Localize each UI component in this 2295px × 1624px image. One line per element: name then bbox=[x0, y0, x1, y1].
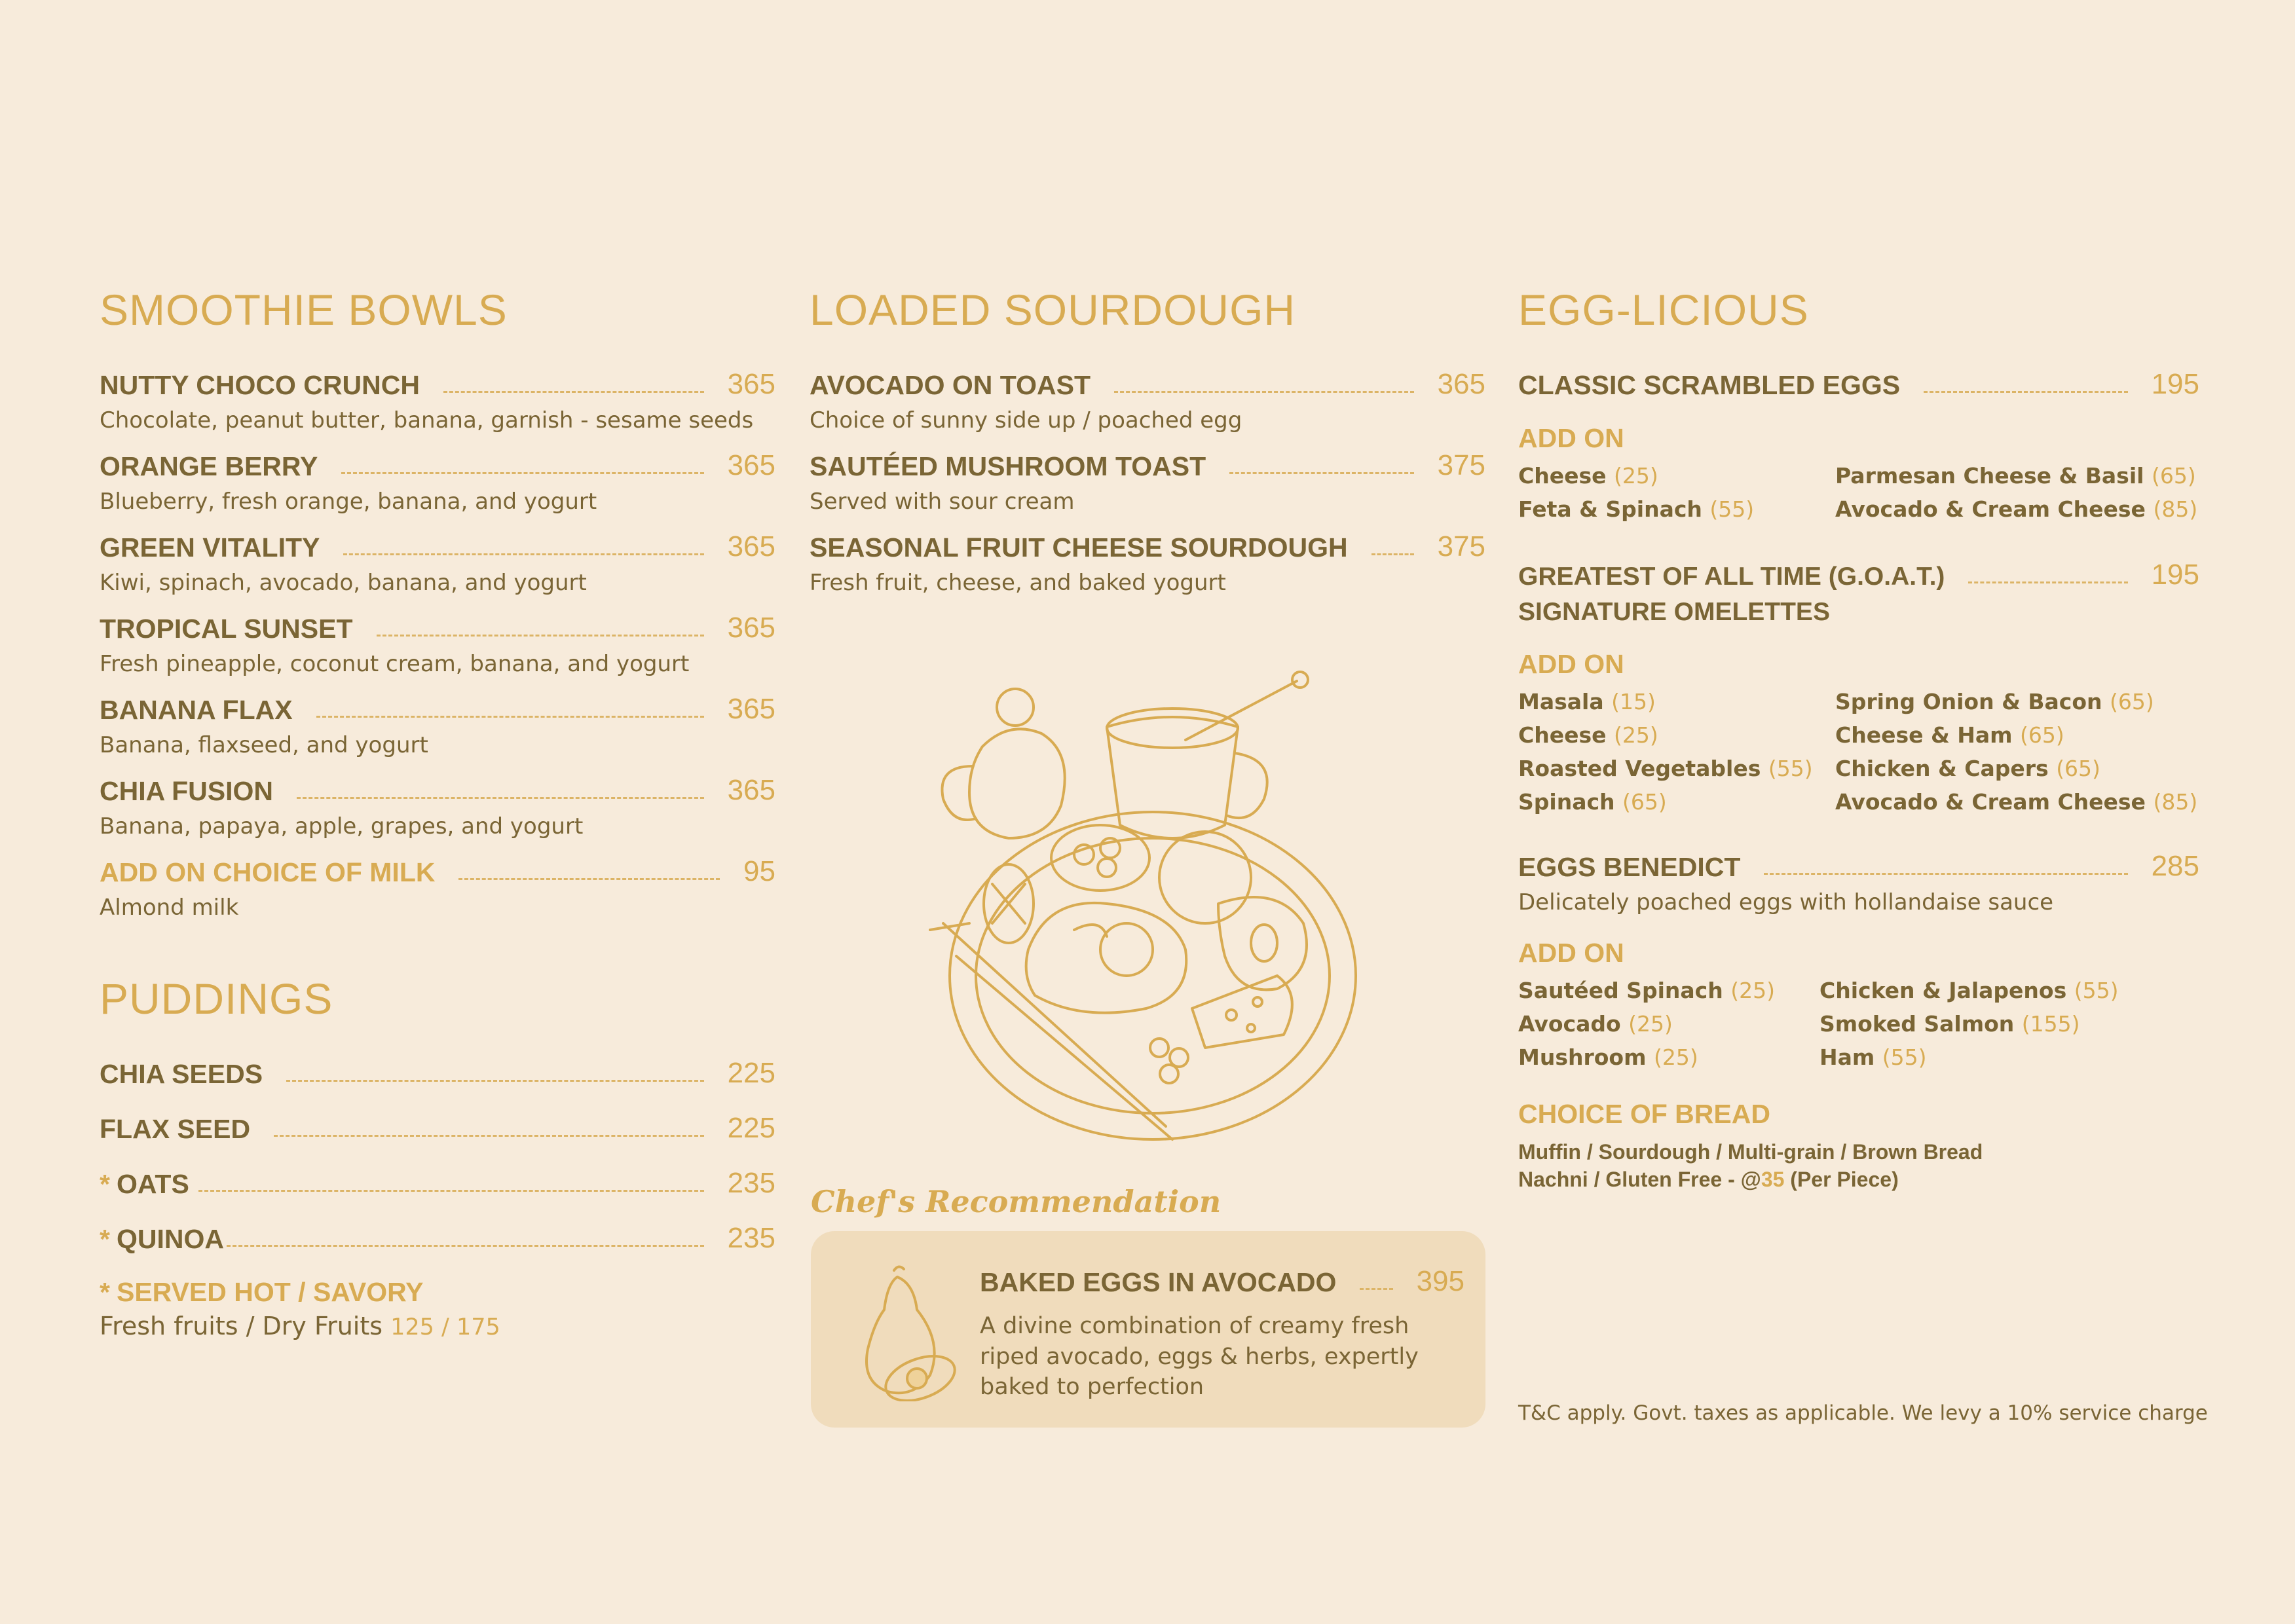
item-name: BANANA FLAX bbox=[100, 695, 293, 725]
addon-option: Cheese (25) bbox=[1518, 463, 1658, 489]
addon-option: Cheese & Ham (65) bbox=[1835, 722, 2064, 748]
item-description: Kiwi, spinach, avocado, banana, and yogurt bbox=[100, 570, 587, 596]
item-name-line2: SIGNATURE OMELETTES bbox=[1518, 598, 1830, 626]
menu-item bbox=[810, 449, 1485, 515]
item-description: Blueberry, fresh orange, banana, and yogurt bbox=[100, 489, 597, 515]
addon-option: Masala (15) bbox=[1518, 689, 1656, 714]
chef-item-price: 395 bbox=[1416, 1265, 1465, 1297]
item-price: 365 bbox=[727, 449, 775, 481]
item-name: SAUTÉED MUSHROOM TOAST bbox=[810, 451, 1206, 481]
smoothie-column bbox=[100, 288, 775, 1340]
menu-item bbox=[810, 368, 1485, 434]
item-description: Delicately poached eggs with hollandaise sauce bbox=[1518, 889, 2054, 915]
addon-heading: ADD ON bbox=[1518, 423, 1624, 453]
menu-item bbox=[100, 449, 775, 515]
item-name: SEASONAL FRUIT CHEESE SOURDOUGH bbox=[810, 532, 1348, 563]
item-price: 365 bbox=[727, 368, 775, 400]
puddings-heading: PUDDINGS bbox=[100, 974, 333, 1023]
served-hot-label: SERVED HOT / SAVORY bbox=[116, 1277, 424, 1307]
item-name: QUINOA bbox=[116, 1224, 224, 1254]
hot-star-icon: * bbox=[100, 1169, 110, 1199]
menu-item bbox=[100, 1057, 775, 1090]
item-price: 375 bbox=[1437, 449, 1485, 481]
item-price: 235 bbox=[727, 1222, 775, 1254]
addon-option: Parmesan Cheese & Basil (65) bbox=[1835, 463, 2196, 489]
fruits-topping bbox=[100, 1312, 775, 1340]
item-description: Banana, flaxseed, and yogurt bbox=[100, 732, 428, 758]
item-description: Fresh pineapple, coconut cream, banana, and yogurt bbox=[100, 651, 690, 677]
chefs-recommendation-card bbox=[811, 1231, 1485, 1428]
item-name: EGGS BENEDICT bbox=[1518, 852, 1741, 882]
menu-item bbox=[100, 774, 775, 840]
chef-item-description: A divine combination of creamy fresh riped avocado, eggs & herbs, expertly baked to perfection bbox=[980, 1313, 1419, 1401]
item-description: Fresh fruit, cheese, and baked yogurt bbox=[810, 570, 1226, 596]
addon-option: Sautéed Spinach (25) bbox=[1518, 978, 1775, 1003]
item-price: 365 bbox=[727, 774, 775, 806]
item-price: 235 bbox=[727, 1167, 775, 1199]
item-price: 195 bbox=[2151, 559, 2199, 591]
addon-option: Spinach (65) bbox=[1518, 789, 1667, 815]
item-price: 365 bbox=[1437, 368, 1485, 400]
served-hot-note bbox=[100, 1277, 775, 1308]
terms-note: T&C apply. Govt. taxes as applicable. We levy a 10% service charge bbox=[1518, 1401, 2208, 1425]
fruits-label: Fresh fruits / Dry Fruits bbox=[100, 1312, 383, 1340]
addon-option: Mushroom (25) bbox=[1518, 1044, 1698, 1070]
addon-option: Feta & Spinach (55) bbox=[1518, 496, 1755, 522]
item-name: NUTTY CHOCO CRUNCH bbox=[100, 370, 420, 400]
fruits-price: 125 / 175 bbox=[390, 1314, 500, 1340]
addon-option: Avocado & Cream Cheese (85) bbox=[1835, 789, 2198, 815]
menu-item bbox=[100, 368, 775, 434]
menu-item bbox=[100, 1112, 775, 1145]
item-price: 375 bbox=[1437, 530, 1485, 563]
item-price: 365 bbox=[727, 612, 775, 644]
item-name: AVOCADO ON TOAST bbox=[810, 370, 1091, 400]
smoothie-bowls-heading: SMOOTHIE BOWLS bbox=[100, 286, 508, 334]
bread-options bbox=[1518, 1139, 2199, 1193]
scrambled-addons bbox=[1518, 463, 2199, 522]
addon-option: Avocado & Cream Cheese (85) bbox=[1835, 496, 2198, 522]
addon-heading: ADD ON bbox=[1518, 938, 1624, 968]
item-description: Banana, papaya, apple, grapes, and yogurt bbox=[100, 813, 584, 840]
milk-addon-item bbox=[100, 855, 775, 921]
addon-option: Spring Onion & Bacon (65) bbox=[1835, 689, 2154, 714]
bread-line: Nachni / Gluten Free - @35 (Per Piece) bbox=[1518, 1167, 1899, 1191]
menu-item bbox=[100, 1222, 775, 1255]
item-price: 225 bbox=[727, 1112, 775, 1144]
item-name: FLAX SEED bbox=[100, 1114, 251, 1144]
menu-item bbox=[810, 530, 1485, 596]
menu-item bbox=[100, 693, 775, 758]
loaded-sourdough-heading: LOADED SOURDOUGH bbox=[810, 286, 1296, 334]
chef-item-name: BAKED EGGS IN AVOCADO bbox=[980, 1267, 1337, 1297]
item-name: CHIA SEEDS bbox=[100, 1059, 263, 1089]
addon-heading: ADD ON bbox=[1518, 649, 1624, 679]
addon-option: Chicken & Capers (65) bbox=[1835, 756, 2100, 781]
item-description: Served with sour cream bbox=[810, 489, 1075, 515]
addon-option: Cheese (25) bbox=[1518, 722, 1658, 748]
item-price: 365 bbox=[727, 693, 775, 725]
item-name: ADD ON CHOICE OF MILK bbox=[100, 857, 436, 887]
menu-item bbox=[100, 612, 775, 677]
item-name: GREATEST OF ALL TIME (G.O.A.T.) bbox=[1518, 563, 1945, 591]
hot-star-icon: * bbox=[100, 1277, 110, 1307]
item-name: ORANGE BERRY bbox=[100, 451, 318, 481]
menu-item bbox=[100, 1167, 775, 1200]
item-name: TROPICAL SUNSET bbox=[100, 614, 353, 644]
item-name: GREEN VITALITY bbox=[100, 532, 320, 563]
sourdough-column bbox=[810, 288, 1485, 612]
addon-option: Roasted Vegetables (55) bbox=[1518, 756, 1813, 781]
chefs-recommendation-title: Chef's Recommendation bbox=[811, 1184, 1222, 1219]
benedict-addons bbox=[1518, 978, 2199, 1070]
item-description: Almond milk bbox=[100, 895, 239, 921]
item-price: 195 bbox=[2151, 368, 2199, 400]
addon-option: Smoked Salmon (155) bbox=[1819, 1011, 2080, 1037]
bread-heading: CHOICE OF BREAD bbox=[1518, 1099, 1770, 1129]
menu-item bbox=[1518, 559, 2199, 627]
item-price: 95 bbox=[743, 855, 775, 887]
avocado-illustration bbox=[851, 1264, 956, 1401]
egg-column bbox=[1518, 288, 2199, 1193]
bread-line: Muffin / Sourdough / Multi-grain / Brown Bread bbox=[1518, 1140, 1983, 1164]
menu-item bbox=[100, 530, 775, 596]
item-name: OATS bbox=[116, 1169, 189, 1199]
hot-star-icon: * bbox=[100, 1224, 110, 1254]
addon-option: Ham (55) bbox=[1819, 1044, 1927, 1070]
item-description: Chocolate, peanut butter, banana, garnish - sesame seeds bbox=[100, 407, 754, 434]
menu-item bbox=[1518, 850, 2199, 915]
item-name: CHIA FUSION bbox=[100, 776, 273, 806]
breakfast-plate-illustration bbox=[910, 668, 1382, 1153]
item-price: 285 bbox=[2151, 850, 2199, 882]
item-price: 225 bbox=[727, 1057, 775, 1089]
item-price: 365 bbox=[727, 530, 775, 563]
addon-option: Chicken & Jalapenos (55) bbox=[1819, 978, 2119, 1003]
menu-item bbox=[1518, 368, 2199, 401]
egg-licious-heading: EGG-LICIOUS bbox=[1518, 286, 1809, 334]
addon-option: Avocado (25) bbox=[1518, 1011, 1673, 1037]
item-name: CLASSIC SCRAMBLED EGGS bbox=[1518, 370, 1901, 400]
omelette-addons bbox=[1518, 689, 2199, 815]
item-description: Choice of sunny side up / poached egg bbox=[810, 407, 1242, 434]
